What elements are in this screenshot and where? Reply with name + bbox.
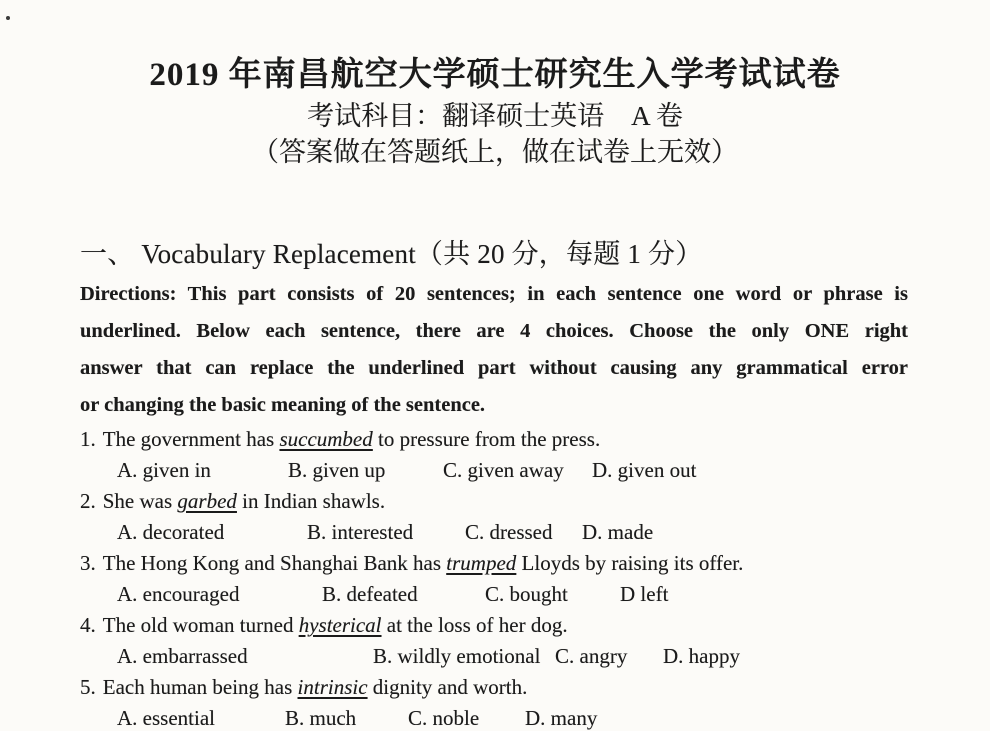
option-b: B. interested <box>307 520 414 544</box>
question-list <box>80 424 990 731</box>
option-a: A. given in <box>117 458 211 482</box>
option-c: C. given away <box>443 458 564 482</box>
directions-line: underlined. Below each sentence, there are 4 choices. Choose the only ONE right <box>80 320 908 342</box>
question-item <box>80 424 990 486</box>
sentence-pre-text: Each human being has <box>102 675 298 699</box>
sentence-post-text: dignity and worth. <box>367 675 528 699</box>
options-row <box>80 641 990 672</box>
option-d: D. made <box>582 520 654 544</box>
sentence-post-text: at the loss of her dog. <box>381 613 568 637</box>
question-sentence <box>80 672 990 703</box>
exam-title: 2019 年南昌航空大学硕士研究生入学考试试卷 <box>149 57 841 93</box>
option-d: D. many <box>525 706 598 730</box>
question-sentence <box>80 610 990 641</box>
option-c: C. angry <box>555 644 628 668</box>
option-a: A. embarrassed <box>117 644 248 668</box>
option-a: A. decorated <box>117 520 225 544</box>
directions-line: answer that can replace the underlined part without causing any grammatical error <box>80 357 908 379</box>
sentence-pre-text: The government has <box>102 427 280 451</box>
option-a: A. encouraged <box>117 582 240 606</box>
option-c: C. bought <box>485 582 568 606</box>
underlined-word: garbed <box>177 489 237 513</box>
options-row <box>80 517 990 548</box>
directions-line: or changing the basic meaning of the sentence. <box>80 394 486 416</box>
question-item <box>80 486 990 548</box>
options-row <box>80 703 990 731</box>
question-item <box>80 548 990 610</box>
option-b: B. given up <box>288 458 386 482</box>
directions-line: Directions: This part consists of 20 sentences; in each sentence one word or phrase is <box>80 283 908 305</box>
underlined-word: succumbed <box>279 427 373 451</box>
question-item <box>80 672 990 731</box>
underlined-word: hysterical <box>298 613 382 637</box>
option-b: B. defeated <box>322 582 418 606</box>
scan-speck <box>6 16 10 20</box>
sentence-post-text: in Indian shawls. <box>236 489 386 513</box>
exam-header <box>0 0 990 170</box>
question-number: 4. <box>80 613 96 637</box>
sentence-pre-text: She was <box>102 489 178 513</box>
question-item <box>80 610 990 672</box>
option-d: D. given out <box>592 458 697 482</box>
sentence-pre-text: The old woman turned <box>102 613 299 637</box>
section-heading: 一、 Vocabulary Replacement（共 20 分，每题 1 分） <box>80 239 703 269</box>
question-number: 5. <box>80 675 96 699</box>
sentence-post-text: Lloyds by raising its offer. <box>516 551 744 575</box>
question-sentence <box>80 486 990 517</box>
question-sentence <box>80 548 990 579</box>
option-a: A. essential <box>117 706 215 730</box>
underlined-word: intrinsic <box>297 675 368 699</box>
directions-paragraph <box>80 276 908 424</box>
option-b: B. much <box>285 706 357 730</box>
option-b: B. wildly emotional <box>373 644 541 668</box>
sentence-post-text: to pressure from the press. <box>372 427 601 451</box>
options-row <box>80 455 990 486</box>
option-d: D left <box>620 582 669 606</box>
options-row <box>80 579 990 610</box>
option-c: C. dressed <box>465 520 553 544</box>
exam-subject: 考试科目：翻译硕士英语 A 卷 <box>307 101 683 131</box>
question-number: 3. <box>80 551 96 575</box>
option-c: C. noble <box>408 706 480 730</box>
underlined-word: trumped <box>446 551 517 575</box>
sentence-pre-text: The Hong Kong and Shanghai Bank has <box>102 551 447 575</box>
question-sentence <box>80 424 990 455</box>
question-number: 1. <box>80 427 96 451</box>
exam-notice: （答案做在答题纸上，做在试卷上无效） <box>252 137 738 167</box>
question-number: 2. <box>80 489 96 513</box>
option-d: D. happy <box>663 644 740 668</box>
